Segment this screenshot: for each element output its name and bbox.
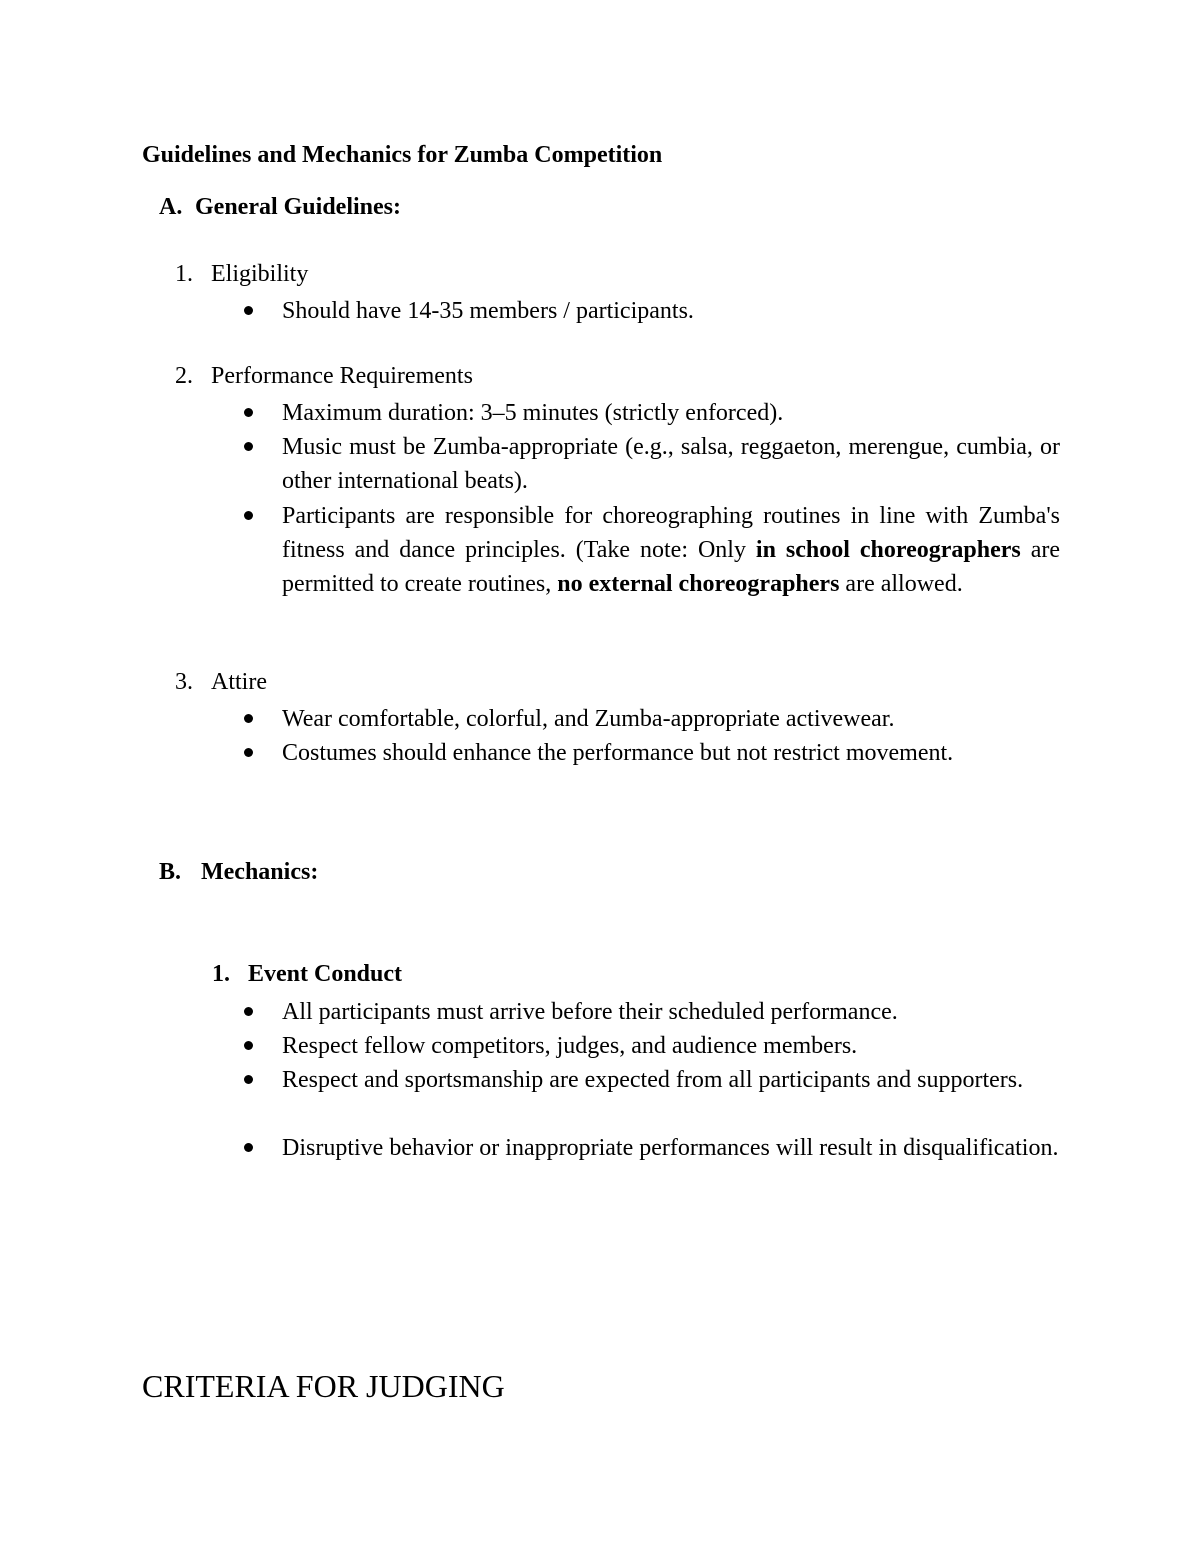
bullet-icon	[244, 714, 253, 723]
item-number: 1.	[175, 261, 193, 287]
bullet-icon	[244, 1143, 253, 1152]
bullet-text: Maximum duration: 3–5 minutes (strictly enforced).	[282, 400, 784, 426]
bullet-text: Should have 14-35 members / participants.	[282, 298, 694, 324]
item-label: Event Conduct	[248, 961, 403, 987]
bullet-item	[244, 499, 1060, 635]
document-title: Guidelines and Mechanics for Zumba Competition	[142, 142, 663, 168]
bullet-text-part: Participants are responsible for choreographing routines in line with Zumba's fitness and dance principles. (Take note: Only	[282, 503, 1060, 563]
bullet-text-bold: in school choreographers	[755, 537, 1021, 563]
bullet-icon	[244, 408, 253, 417]
bullet-icon	[244, 1041, 253, 1050]
section-a-heading	[159, 194, 401, 221]
bullet-text: All participants must arrive before their scheduled performance.	[282, 999, 898, 1025]
bullet-text: Wear comfortable, colorful, and Zumba-appropriate activewear.	[282, 706, 895, 732]
list-item-performance-requirements	[175, 363, 473, 390]
bullet-item	[244, 1063, 1060, 1131]
item-number: 1.	[212, 961, 230, 987]
item-number: 3.	[175, 669, 193, 695]
bullet-text: Music must be Zumba-appropriate (e.g., salsa, reggaeton, merengue, cumbia, or other international beats).	[282, 434, 1060, 494]
item-label: Eligibility	[211, 261, 309, 287]
item-label: Attire	[211, 669, 267, 695]
bullet-text-part: are allowed.	[839, 571, 963, 597]
bullet-item	[244, 430, 1060, 498]
bullet-text: Disruptive behavior or inappropriate performances will result in disqualification.	[282, 1135, 1059, 1161]
item-number: 2.	[175, 363, 193, 389]
list-item-event-conduct	[212, 961, 402, 988]
section-b-title: Mechanics:	[201, 859, 319, 885]
bullet-text: Respect and sportsmanship are expected from all participants and supporters.	[282, 1067, 1024, 1093]
list-item-attire	[175, 669, 267, 696]
bullet-text-bold: no external choreographers	[557, 571, 840, 597]
bullet-item	[244, 396, 1060, 430]
bullet-text: Respect fellow competitors, judges, and audience members.	[282, 1033, 858, 1059]
section-a-letter: A.	[159, 194, 183, 220]
bullet-icon	[244, 748, 253, 757]
bullet-item	[244, 995, 1060, 1029]
bullet-text	[282, 499, 1060, 601]
criteria-heading: CRITERIA FOR JUDGING	[142, 1368, 505, 1404]
item-label: Performance Requirements	[211, 363, 473, 389]
bullet-item	[244, 736, 1060, 770]
section-b-heading	[159, 859, 318, 886]
section-b-letter: B.	[159, 859, 182, 885]
bullet-icon	[244, 1075, 253, 1084]
bullet-item	[244, 1029, 1060, 1063]
bullet-icon	[244, 442, 253, 451]
bullet-icon	[244, 306, 253, 315]
bullet-icon	[244, 511, 253, 520]
bullet-icon	[244, 1007, 253, 1016]
bullet-text: Costumes should enhance the performance but not restrict movement.	[282, 740, 954, 766]
section-a-title: General Guidelines:	[195, 194, 401, 220]
list-item-eligibility	[175, 261, 308, 288]
bullet-item	[244, 1131, 1060, 1199]
bullet-item	[244, 702, 1060, 736]
bullet-item	[244, 294, 1060, 328]
bullet-text-part: are permitted to create routines,	[282, 537, 1060, 597]
